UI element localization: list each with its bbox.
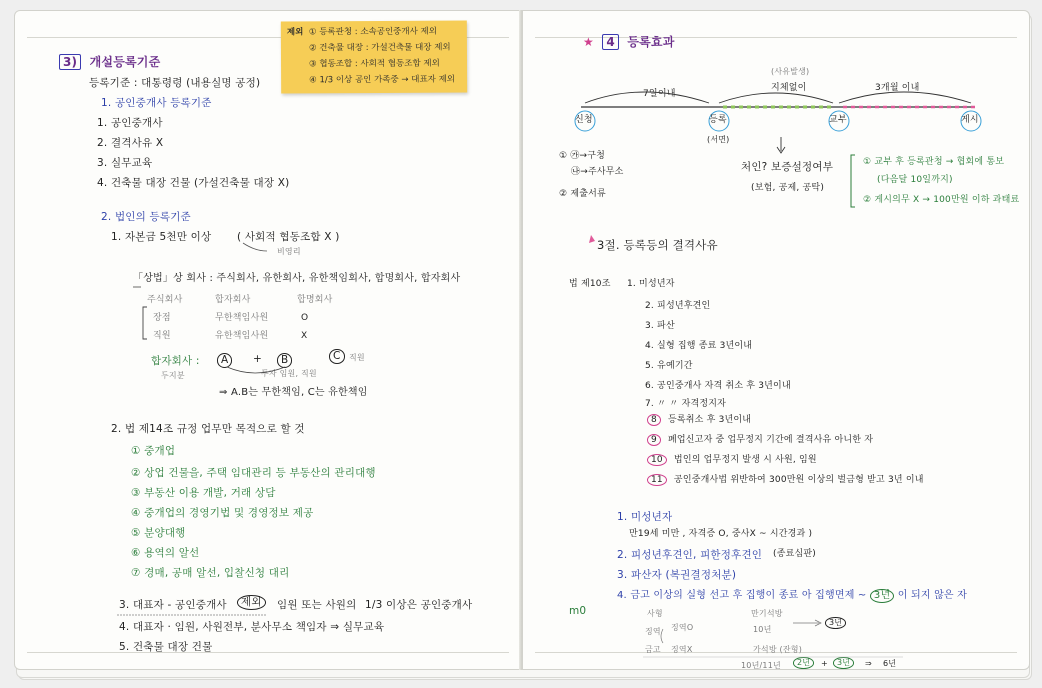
timeline-node-label: 등록 — [709, 115, 727, 125]
hapja-note: 투자 임원, 직원 — [261, 369, 317, 378]
rule-3-circle: 제외 — [237, 595, 266, 610]
notebook — [14, 10, 1030, 678]
list-item: ⑥ 용역의 알선 — [131, 547, 200, 559]
rule-3: 3. 대표자 - 공인중개사 — [119, 599, 227, 611]
timeline-node-label: 신청 — [575, 115, 593, 125]
intro-line: 등록기준 : 대통령령 (내용실명 공정) — [89, 77, 261, 89]
list-item: 4. 건축물 대장 건물 (가설건축물 대장 X) — [97, 177, 290, 189]
hapja-c: C — [329, 349, 345, 364]
list-item: 2. 피성년후견인 — [645, 301, 711, 311]
sticky-item: ② 건축물 대장 : 가설건축물 대장 제외 — [308, 42, 451, 54]
timeline-note: ① ㉮→구청 — [559, 151, 606, 161]
subsection-title: 1. 공인중개사 등록기준 — [101, 97, 212, 109]
timeline-note: ㉯→주사무소 — [571, 167, 624, 177]
timeline-center-question: 처인? 보증설정여부 — [741, 161, 834, 173]
subsection-title: 2. 피성년후견인, 피한정후견인 — [617, 549, 763, 561]
table-head: 사형 — [647, 609, 663, 618]
table-head: 만기석방 — [751, 609, 783, 618]
list-item: 1. 자본금 5천만 이상 — [111, 231, 212, 243]
law-article: 법 제10조 — [569, 279, 611, 289]
list-item: ② 상업 건물을, 주택 임대관리 등 부동산의 관리대행 — [131, 467, 376, 479]
rule-4: 4. 대표자 · 임원, 사원전부, 분사무소 책임자 ⇒ 실무교육 — [119, 621, 385, 633]
commerce-law-line: 「상법」상 회사 : 주식회사, 유한회사, 유한책임회사, 합명회사, 합자회사 — [133, 273, 461, 284]
subsection-title: 3. 파산자 (복권결정처분) — [617, 569, 737, 581]
hapja-b: B — [277, 353, 292, 368]
footer-arrow: ⇒ — [865, 659, 872, 668]
table-cell: 금고 — [645, 645, 661, 654]
timeline-span: 7일이내 — [643, 89, 676, 99]
timeline-label: (사유발생) — [771, 67, 810, 76]
list-item: 1. 공인중개사 — [97, 117, 163, 129]
hapja-note: 직원 — [349, 353, 365, 362]
hapja-sub: 두지분 — [161, 371, 185, 380]
section-heading-text: 등록효과 — [627, 35, 675, 49]
bracket — [661, 629, 663, 643]
table-row-label: 직원 — [153, 331, 171, 341]
footer-value: 3년 — [833, 657, 854, 669]
timeline-right-note: ② 게시의무 X → 100만원 이하 과태료 — [863, 195, 1020, 205]
list-item-subnote: 비영리 — [277, 247, 301, 256]
subsection-detail: 만19세 미만 , 자격증 O, 중사X ~ 시간경과 ) — [629, 529, 813, 539]
table-row-label: 장점 — [153, 313, 171, 323]
rule-5: 5. 건축물 대장 건물 — [119, 641, 213, 653]
bottom-annotations — [523, 11, 1030, 670]
section-heading-text: 개설등록기준 — [89, 55, 161, 69]
sticky-label: 제외 — [286, 27, 304, 38]
list-item: 5. 유예기간 — [645, 361, 693, 371]
table-cell: 3년 — [825, 617, 846, 629]
left-page — [14, 10, 522, 670]
timeline-span: 3개월 이내 — [875, 83, 920, 93]
table-col: 합자회사 — [215, 295, 251, 305]
margin-mark: m0 — [569, 605, 587, 617]
star-icon: ★ — [583, 35, 594, 49]
table-cell: X — [301, 331, 308, 341]
list-item: 1. 미성년자 — [627, 279, 675, 289]
hapja-result: ⇒ A.B는 무한책임, C는 유한책임 — [219, 387, 368, 398]
list-item: 4. 실형 집행 종료 3년이내 — [645, 341, 753, 351]
list-item: 3. 실무교육 — [97, 157, 153, 169]
timeline-center-sub: (보험, 공제, 공탁) — [751, 183, 825, 193]
chapter-title: 3절. 등록등의 결격사유 — [597, 238, 718, 252]
list-item: 8 등록취소 후 3년이내 — [647, 415, 751, 426]
list-item: ③ 부동산 이용 개발, 거래 상담 — [131, 487, 276, 499]
timeline-node-label: 교부 — [829, 115, 847, 125]
list-item: 10 법인의 업무정지 발생 시 사원, 임원 — [647, 455, 817, 466]
section-number-box: 3) — [59, 54, 81, 70]
list-item: ⑦ 경매, 공매 알선, 입찰신청 대리 — [131, 567, 290, 579]
list-item: 2. 결격사유 X — [97, 137, 164, 149]
list-item-note: ( 사회적 협동조합 X ) — [237, 231, 340, 243]
list-item: ⑤ 분양대행 — [131, 527, 186, 539]
rule-3-b: 임원 또는 사원의 — [277, 599, 357, 611]
hapja-label: 합자회사 : — [151, 355, 200, 367]
list-item: 11 공인중개사법 위반하여 300만원 이상의 벌금형 받고 3년 이내 — [647, 475, 924, 486]
hapja-plus: + — [253, 353, 262, 365]
footer-label: 10년/11년 — [741, 661, 781, 670]
underline-arrow — [243, 243, 267, 251]
timeline-note: ② 제출서류 — [559, 189, 606, 199]
table-cell: 무한책임사원 — [215, 313, 269, 323]
subsection-title: 2. 법인의 등록기준 — [101, 211, 191, 223]
subsection-title: 2. 법 제14조 규정 업무만 목적으로 할 것 — [111, 423, 305, 435]
table-cell: O — [301, 313, 309, 323]
timeline-right-note: ① 교부 후 등록관청 → 협회에 통보 — [863, 157, 1005, 167]
footer-plus: + — [821, 659, 828, 668]
sticky-item: ① 등록관청 : 소속공인중개사 제외 — [308, 26, 437, 38]
list-item: ① 중개업 — [131, 445, 176, 457]
table-cell: 가석방 (잔형) — [753, 645, 803, 654]
right-page — [522, 10, 1030, 670]
section-number-box: 4 — [602, 34, 619, 50]
table-cell: 10년 — [753, 625, 772, 634]
list-item: 7. 〃 〃 자격정지자 — [645, 399, 727, 409]
left-annotations — [15, 11, 522, 670]
timeline-node-label: 게시 — [961, 115, 979, 125]
list-item: ④ 중개업의 경영기법 및 경영정보 제공 — [131, 507, 314, 519]
subsection-note: (종료심판) — [773, 549, 816, 559]
table-col: 합명회사 — [297, 295, 333, 305]
sticky-item: ④ 1/3 이상 공인 가족중 → 대표자 제외 — [309, 74, 456, 86]
timeline-node-sub: (서면) — [707, 135, 730, 144]
rule-3-c: 1/3 이상은 공인중개사 — [365, 599, 473, 611]
list-item: 9 폐업신고자 중 업무정지 기간에 결격사유 아니한 자 — [647, 435, 873, 446]
sticky-item: ③ 협동조합 : 사회적 협동조합 제외 — [309, 58, 440, 70]
list-item: 6. 공인중개사 자격 취소 후 3년이내 — [645, 381, 791, 391]
footer-value: 6년 — [883, 659, 897, 668]
table-col: 주식회사 — [147, 295, 183, 305]
table-cell: 징역X — [671, 645, 693, 654]
table-cell: 징역 — [645, 627, 661, 636]
table-bracket — [143, 307, 147, 339]
table-cell: 유한책임사원 — [215, 331, 269, 341]
footer-value: 2년 — [793, 657, 814, 669]
subsection-title: 4. 금고 이상의 실형 선고 후 집행이 종료 아 집행면제 ~ 3년 이 되지 않은 자 — [617, 590, 968, 601]
timeline-span: 지체없이 — [771, 83, 807, 93]
hapja-curve — [227, 367, 285, 373]
list-item: 3. 파산 — [645, 321, 675, 331]
table-cell: 징역O — [671, 623, 694, 632]
hapja-a: A — [217, 353, 232, 368]
subsection-title: 1. 미성년자 — [617, 511, 673, 523]
timeline-right-note: (다음달 10일까지) — [877, 175, 953, 185]
